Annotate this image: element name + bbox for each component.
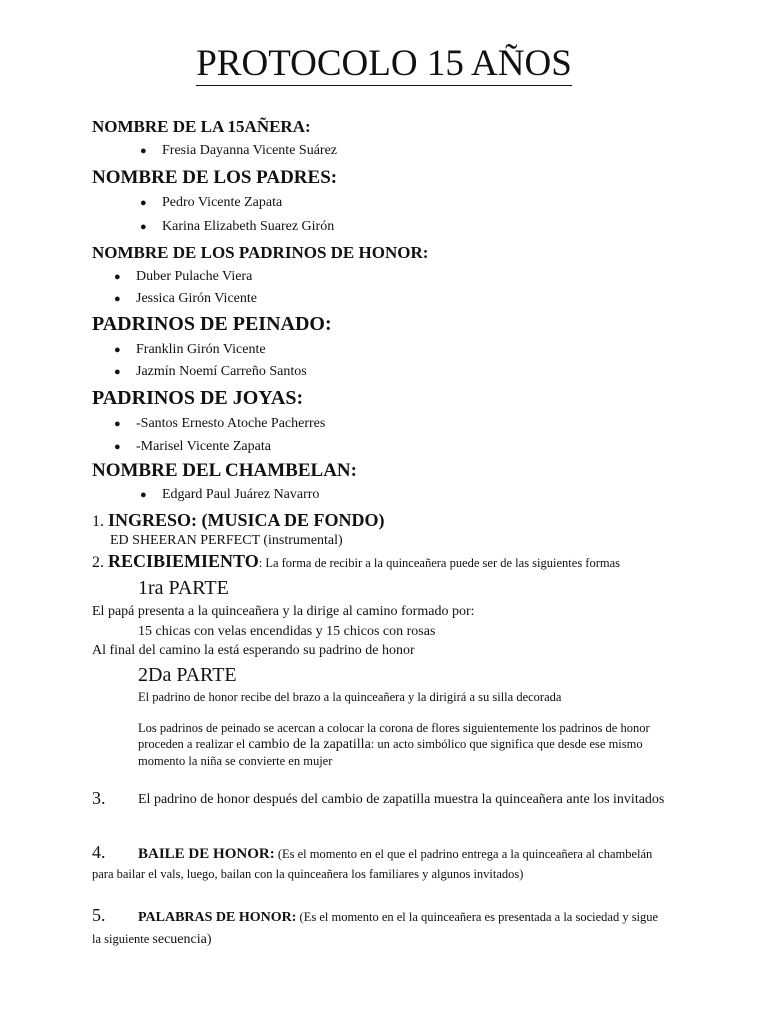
list-item-text: Jazmín Noemí Carreño Santos [136, 364, 307, 379]
step-number: 5. [92, 905, 106, 925]
text-run: proceden a realizar el [138, 737, 249, 751]
list-item [140, 487, 319, 503]
text-run: : un acto simbólico que significa que desde ese mismo [370, 737, 643, 751]
text-run: (Es el momento en el la quinceañera es presentada a la sociedad y sigue [296, 910, 659, 924]
bullet-icon: ● [140, 145, 147, 157]
bullet-icon: ● [140, 489, 147, 501]
text-run: cambio de la zapatilla [248, 737, 371, 752]
heading-padrinos-honor: NOMBRE DE LOS PADRINOS DE HONOR: [92, 243, 429, 262]
bullet-icon: ● [140, 197, 147, 209]
step-number: 2. [92, 554, 104, 571]
heading-quinceanera: NOMBRE DE LA 15AÑERA: [92, 117, 311, 136]
page-title [0, 40, 768, 88]
list-item-text: Karina Elizabeth Suarez Girón [162, 219, 335, 234]
step-heading: RECIBIEMIENTO [108, 551, 259, 571]
heading-chambelan: NOMBRE DEL CHAMBELAN: [92, 460, 357, 481]
step-ingreso [92, 510, 385, 531]
paragraph [138, 908, 658, 926]
paragraph: momento la niña se convierte en mujer [138, 754, 333, 768]
step-heading: INGRESO: (MUSICA DE FONDO) [108, 510, 385, 530]
step-heading: BAILE DE HONOR: [138, 846, 275, 862]
paragraph: El papá presenta a la quinceañera y la dirige al camino formado por: [92, 604, 475, 619]
paragraph: Los padrinos de peinado se acercan a colocar la corona de flores siguientemente los padrinos de honor [138, 721, 650, 735]
list-item-text: -Marisel Vicente Zapata [136, 439, 271, 454]
paragraph: El padrino de honor después del cambio de zapatilla muestra la quinceañera ante los invitados [138, 792, 665, 807]
list-item [140, 219, 334, 235]
list-item [140, 195, 282, 211]
bullet-icon: ● [140, 221, 147, 233]
text-run: la siguiente [92, 932, 153, 946]
list-item [114, 416, 325, 432]
list-item [114, 364, 307, 380]
list-item-text: Jessica Girón Vicente [136, 291, 257, 306]
list-item [114, 269, 252, 285]
paragraph: El padrino de honor recibe del brazo a la quinceañera y la dirigirá a su silla decorada [138, 690, 562, 704]
part-heading: 1ra PARTE [138, 577, 229, 599]
step-heading: PALABRAS DE HONOR: [138, 910, 297, 925]
paragraph: Al final del camino la está esperando su padrino de honor [92, 643, 415, 658]
step-number: 1. [92, 513, 104, 530]
paragraph [138, 845, 652, 863]
step-recibimiento [92, 551, 620, 572]
bullet-icon: ● [114, 344, 121, 356]
paragraph [138, 737, 643, 753]
paragraph: 15 chicas con velas encendidas y 15 chicos con rosas [138, 624, 436, 639]
step-number: 3. [92, 788, 106, 808]
paragraph [92, 932, 211, 948]
part-heading: 2Da PARTE [138, 664, 237, 686]
list-item [140, 143, 337, 159]
text-run: (Es el momento en el que el padrino entrega a la quinceañera al chambelán [274, 847, 653, 861]
bullet-icon: ● [114, 366, 121, 378]
list-item-text: Pedro Vicente Zapata [162, 195, 283, 210]
step-detail: : La forma de recibir a la quinceañera puede ser de las siguientes formas [258, 556, 621, 570]
bullet-icon: ● [114, 418, 121, 430]
list-item [114, 439, 271, 455]
list-item [114, 342, 266, 358]
list-item-text: Fresia Dayanna Vicente Suárez [162, 143, 337, 158]
bullet-icon: ● [114, 441, 121, 453]
list-item-text: -Santos Ernesto Atoche Pacherres [136, 416, 326, 431]
heading-padrinos-peinado: PADRINOS DE PEINADO: [92, 313, 332, 335]
step-number: 4. [92, 842, 106, 862]
bullet-icon: ● [114, 271, 121, 283]
list-item [114, 291, 257, 307]
list-item-text: Franklin Girón Vicente [136, 342, 266, 357]
text-run: secuencia) [152, 932, 212, 947]
page-title-text: PROTOCOLO 15 AÑOS [196, 43, 572, 84]
heading-padrinos-joyas: PADRINOS DE JOYAS: [92, 387, 304, 409]
list-item-text: Duber Pulache Viera [136, 269, 253, 284]
bullet-icon: ● [114, 293, 121, 305]
paragraph: para bailar el vals, luego, bailan con la quinceañera los familiares y algunos invitados) [92, 867, 524, 881]
list-item-text: Edgard Paul Juárez Navarro [162, 487, 320, 502]
step-detail: ED SHEERAN PERFECT (instrumental) [110, 533, 343, 548]
heading-padres: NOMBRE DE LOS PADRES: [92, 167, 338, 188]
